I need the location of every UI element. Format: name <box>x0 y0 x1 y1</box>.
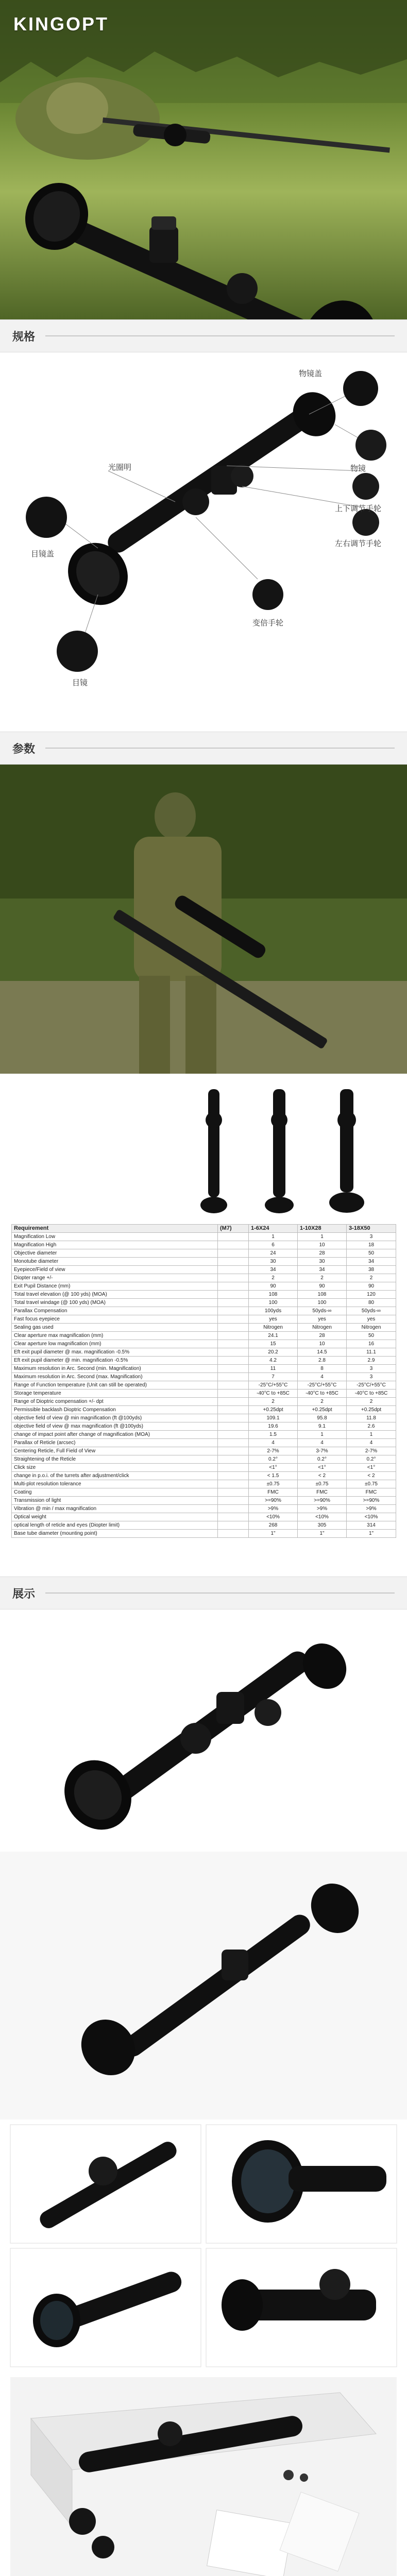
spec-value-cell <box>218 1464 249 1472</box>
spec-value-cell: >=90% <box>249 1497 298 1505</box>
section-bar-specs <box>0 732 407 765</box>
column-header: 3-18X50 <box>347 1225 396 1233</box>
table-row <box>12 1307 396 1315</box>
spec-value-cell <box>218 1497 249 1505</box>
spec-value-cell: 108 <box>298 1291 347 1299</box>
table-row <box>12 1291 396 1299</box>
spec-name-cell: Magnification High <box>12 1241 218 1249</box>
spec-value-cell: 24.1 <box>249 1332 298 1340</box>
spec-value-cell: -25°C/+55°C <box>249 1381 298 1389</box>
spec-value-cell: 1 <box>249 1233 298 1241</box>
table-row <box>12 1282 396 1291</box>
table-row <box>12 1505 396 1513</box>
spec-value-cell: >9% <box>347 1505 396 1513</box>
spec-value-cell: 2.6 <box>347 1422 396 1431</box>
spec-value-cell: FMC <box>298 1488 347 1497</box>
spec-value-cell: 2 <box>347 1274 396 1282</box>
spec-value-cell <box>218 1439 249 1447</box>
spec-value-cell: < 2 <box>298 1472 347 1480</box>
table-row <box>12 1299 396 1307</box>
spec-value-cell <box>218 1357 249 1365</box>
scope-models-illustration <box>0 1074 407 1218</box>
spec-name-cell: Transmission of light <box>12 1497 218 1505</box>
spec-name-cell: change of impact point after change of magnification (MOA) <box>12 1431 218 1439</box>
part-label-illumination: 光圈明 <box>108 463 132 472</box>
spec-value-cell <box>218 1266 249 1274</box>
table-row <box>12 1431 396 1439</box>
spec-value-cell: 268 <box>249 1521 298 1530</box>
spec-value-cell: yes <box>249 1315 298 1324</box>
spec-value-cell <box>218 1530 249 1538</box>
specs-table-container <box>0 1218 407 1577</box>
spec-value-cell: 4 <box>347 1439 396 1447</box>
table-row <box>12 1447 396 1455</box>
spec-name-cell: Range of Function temperature (Unit can still be operated) <box>12 1381 218 1389</box>
spec-name-cell: Optical weight <box>12 1513 218 1521</box>
spec-name-cell: Maximum resolution in Arc. Second (min. Magnification) <box>12 1365 218 1373</box>
spec-value-cell: 2 <box>298 1274 347 1282</box>
divider <box>45 335 395 336</box>
table-row <box>12 1249 396 1258</box>
spec-value-cell: 314 <box>347 1521 396 1530</box>
spec-value-cell <box>218 1431 249 1439</box>
spec-value-cell <box>218 1447 249 1455</box>
spec-value-cell: <10% <box>298 1513 347 1521</box>
section-title: 规格 <box>12 330 36 343</box>
table-row <box>12 1414 396 1422</box>
spec-value-cell: +0.25dpt <box>249 1406 298 1414</box>
spec-value-cell: 2 <box>298 1398 347 1406</box>
section-title: 展示 <box>12 1587 36 1600</box>
scope-angle-illustration <box>0 1609 407 1852</box>
package-contents-photo <box>0 2372 407 2576</box>
package-illustration <box>0 2372 407 2576</box>
spec-value-cell: 34 <box>298 1266 347 1274</box>
spec-value-cell: 28 <box>298 1249 347 1258</box>
spec-value-cell: FMC <box>249 1488 298 1497</box>
spec-name-cell: Straightening of the Reticle <box>12 1455 218 1464</box>
spec-value-cell: 4 <box>249 1439 298 1447</box>
spec-value-cell: 0.2° <box>347 1455 396 1464</box>
divider <box>45 748 395 749</box>
part-label-elevation-turret: 上下调节手轮 <box>335 504 382 513</box>
spec-value-cell: 15 <box>249 1340 298 1348</box>
spec-value-cell <box>218 1373 249 1381</box>
spec-value-cell: 7 <box>249 1373 298 1381</box>
spec-name-cell: Diopter range +/- <box>12 1274 218 1282</box>
column-header: Requirement <box>12 1225 218 1233</box>
spec-value-cell: 1 <box>298 1431 347 1439</box>
spec-name-cell: Monotube diameter <box>12 1258 218 1266</box>
table-row <box>12 1406 396 1414</box>
table-row <box>12 1472 396 1480</box>
spec-value-cell <box>218 1398 249 1406</box>
spec-value-cell: 95.8 <box>298 1414 347 1422</box>
column-header: 1-10X28 <box>298 1225 347 1233</box>
spec-value-cell: ±0.75 <box>298 1480 347 1488</box>
spec-name-cell: Magnification Low <box>12 1233 218 1241</box>
spec-value-cell <box>218 1480 249 1488</box>
spec-value-cell: 90 <box>298 1282 347 1291</box>
spec-value-cell: 1" <box>249 1530 298 1538</box>
scope-side-illustration <box>0 1852 407 2120</box>
spec-value-cell: 1 <box>347 1431 396 1439</box>
spec-value-cell: 1" <box>347 1530 396 1538</box>
table-row <box>12 1513 396 1521</box>
spec-value-cell <box>218 1365 249 1373</box>
table-row <box>12 1365 396 1373</box>
spec-value-cell: 2 <box>249 1274 298 1282</box>
spec-value-cell <box>218 1282 249 1291</box>
spec-value-cell: 2-7% <box>249 1447 298 1455</box>
spec-value-cell: <1° <box>298 1464 347 1472</box>
spec-value-cell: < 2 <box>347 1472 396 1480</box>
spec-value-cell: >9% <box>298 1505 347 1513</box>
table-row <box>12 1439 396 1447</box>
spec-value-cell: 30 <box>249 1258 298 1266</box>
parts-diagram <box>0 352 407 732</box>
spec-value-cell: ±0.75 <box>347 1480 396 1488</box>
specs-table-body <box>12 1233 396 1538</box>
spec-value-cell: -25°C/+55°C <box>347 1381 396 1389</box>
table-row <box>12 1530 396 1538</box>
spec-value-cell: 8 <box>298 1365 347 1373</box>
table-row <box>12 1233 396 1241</box>
table-row <box>12 1373 396 1381</box>
spec-value-cell: 3 <box>347 1373 396 1381</box>
table-row <box>12 1357 396 1365</box>
spec-value-cell: 18 <box>347 1241 396 1249</box>
table-row <box>12 1332 396 1340</box>
table-row <box>12 1521 396 1530</box>
part-label-windage-turret: 左右调节手轮 <box>335 539 382 548</box>
spec-name-cell: Vibration @ min / max magnification <box>12 1505 218 1513</box>
spec-value-cell: Nitrogen <box>298 1324 347 1332</box>
spec-value-cell: 0.2° <box>298 1455 347 1464</box>
spec-value-cell: 100 <box>298 1299 347 1307</box>
spec-value-cell: 2 <box>249 1398 298 1406</box>
hero-scope <box>14 173 392 319</box>
spec-value-cell <box>218 1249 249 1258</box>
spec-name-cell: Parallax of Reticle (arcsec) <box>12 1439 218 1447</box>
spec-value-cell: 6 <box>249 1241 298 1249</box>
showcase-detail-grid <box>0 2120 407 2372</box>
table-row <box>12 1266 396 1274</box>
spec-name-cell: Total travel elevation (@ 100 yds) (MOA) <box>12 1291 218 1299</box>
table-row <box>12 1497 396 1505</box>
spec-name-cell: Eyepiece/Field of view <box>12 1266 218 1274</box>
spec-name-cell: Exit Pupil Distance (mm) <box>12 1282 218 1291</box>
specs-table <box>11 1224 396 1538</box>
section-title: 参数 <box>12 742 36 755</box>
spec-value-cell: 2.9 <box>347 1357 396 1365</box>
spec-value-cell: 10 <box>298 1340 347 1348</box>
table-row <box>12 1488 396 1497</box>
spec-value-cell: <10% <box>249 1513 298 1521</box>
table-row <box>12 1455 396 1464</box>
spec-value-cell <box>218 1258 249 1266</box>
spec-value-cell: >=90% <box>347 1497 396 1505</box>
spec-value-cell: 2-7% <box>347 1447 396 1455</box>
spec-value-cell: <1° <box>347 1464 396 1472</box>
spec-name-cell: Coating <box>12 1488 218 1497</box>
table-row <box>12 1340 396 1348</box>
spec-value-cell: 34 <box>347 1258 396 1266</box>
spec-name-cell: Click size <box>12 1464 218 1472</box>
part-label-objective-cap: 物镜盖 <box>299 369 323 378</box>
spec-value-cell <box>218 1315 249 1324</box>
spec-name-cell: Sealing gas used <box>12 1324 218 1332</box>
spec-name-cell: objective field of view @ min magnification (ft @100yds) <box>12 1414 218 1422</box>
table-row <box>12 1464 396 1472</box>
spec-value-cell: FMC <box>347 1488 396 1497</box>
table-row <box>12 1422 396 1431</box>
spec-value-cell <box>218 1274 249 1282</box>
spec-value-cell: 100 <box>249 1299 298 1307</box>
spec-value-cell: 3-7% <box>298 1447 347 1455</box>
spec-value-cell <box>218 1389 249 1398</box>
spec-value-cell: 109.1 <box>249 1414 298 1422</box>
table-row <box>12 1348 396 1357</box>
part-label-eyepiece-cap: 目镜盖 <box>31 550 55 558</box>
part-label-magnification-ring: 变倍手轮 <box>252 619 284 628</box>
spec-value-cell: 4 <box>298 1439 347 1447</box>
showcase-photo-2 <box>0 1852 407 2120</box>
spec-name-cell: Fast focus eyepiece <box>12 1315 218 1324</box>
hero-banner <box>0 0 407 319</box>
scope-details-illustration <box>0 2120 407 2372</box>
spec-value-cell: 11.1 <box>347 1348 396 1357</box>
spec-name-cell: Total travel windage (@ 100 yds) (MOA) <box>12 1299 218 1307</box>
spec-name-cell: Eft exit pupil diameter @ max. magnification -0.5% <box>12 1348 218 1357</box>
spec-value-cell <box>218 1241 249 1249</box>
spec-name-cell: Permissible backlash Dioptric Compensation <box>12 1406 218 1414</box>
brand-logo: KINGOPT <box>13 13 109 35</box>
spec-value-cell <box>218 1299 249 1307</box>
spec-value-cell: 11.8 <box>347 1414 396 1422</box>
scope-models-lineup <box>0 1074 407 1218</box>
spec-value-cell: 14.5 <box>298 1348 347 1357</box>
spec-value-cell: -40°C to +85C <box>249 1389 298 1398</box>
table-row <box>12 1324 396 1332</box>
table-header-row <box>12 1225 396 1233</box>
spec-value-cell: 2.8 <box>298 1357 347 1365</box>
spec-value-cell: yes <box>347 1315 396 1324</box>
spec-value-cell: 9.1 <box>298 1422 347 1431</box>
spec-value-cell: 4 <box>298 1373 347 1381</box>
hero-illustration <box>0 0 407 319</box>
spec-value-cell: 3 <box>347 1365 396 1373</box>
spec-name-cell: Centering Reticle, Full Field of View <box>12 1447 218 1455</box>
spec-value-cell: 4.2 <box>249 1357 298 1365</box>
spec-value-cell: 305 <box>298 1521 347 1530</box>
spec-value-cell: 38 <box>347 1266 396 1274</box>
spec-value-cell <box>218 1455 249 1464</box>
spec-value-cell: -25°C/+55°C <box>298 1381 347 1389</box>
spec-value-cell: 50 <box>347 1249 396 1258</box>
spec-value-cell <box>218 1513 249 1521</box>
spec-value-cell: +0.25dpt <box>347 1406 396 1414</box>
spec-name-cell: Multi-plot resolution tolerance <box>12 1480 218 1488</box>
column-header: (M7) <box>218 1225 249 1233</box>
spec-name-cell: Clear aperture max magnification (mm) <box>12 1332 218 1340</box>
spec-value-cell: 80 <box>347 1299 396 1307</box>
spec-value-cell: <1° <box>249 1464 298 1472</box>
spec-name-cell: optical length of reticle and eyes (Diopter limit) <box>12 1521 218 1530</box>
spec-value-cell: 1.5 <box>249 1431 298 1439</box>
spec-value-cell <box>218 1381 249 1389</box>
spec-value-cell: 16 <box>347 1340 396 1348</box>
soldier-illustration <box>0 765 407 1074</box>
spec-value-cell: >=90% <box>298 1497 347 1505</box>
spec-value-cell: yes <box>298 1315 347 1324</box>
spec-value-cell: 50yds-∞ <box>298 1307 347 1315</box>
spec-value-cell: Nitrogen <box>249 1324 298 1332</box>
spec-name-cell: objective field of view @ max magnification (ft @100yds) <box>12 1422 218 1431</box>
spec-value-cell <box>218 1340 249 1348</box>
table-row <box>12 1389 396 1398</box>
spec-value-cell: 30 <box>298 1258 347 1266</box>
spec-name-cell: Objective diameter <box>12 1249 218 1258</box>
spec-value-cell <box>218 1488 249 1497</box>
spec-value-cell: 1" <box>298 1530 347 1538</box>
spec-value-cell: < 1.5 <box>249 1472 298 1480</box>
spec-value-cell: 20.2 <box>249 1348 298 1357</box>
spec-name-cell: Clear aperture low magnification (mm) <box>12 1340 218 1348</box>
column-header: 1-6X24 <box>249 1225 298 1233</box>
spec-value-cell <box>218 1472 249 1480</box>
table-row <box>12 1480 396 1488</box>
spec-value-cell: Nitrogen <box>347 1324 396 1332</box>
divider <box>45 1592 395 1594</box>
soldier-photo <box>0 765 407 1074</box>
spec-value-cell: 19.6 <box>249 1422 298 1431</box>
spec-name-cell: change in p.o.i. of the turrets after adjustment/click <box>12 1472 218 1480</box>
table-row <box>12 1241 396 1249</box>
table-row <box>12 1381 396 1389</box>
spec-value-cell <box>218 1324 249 1332</box>
spec-value-cell: 0.2° <box>249 1455 298 1464</box>
spec-name-cell: Range of Dioptric compensation +/- dpt <box>12 1398 218 1406</box>
spec-value-cell: >9% <box>249 1505 298 1513</box>
table-row <box>12 1258 396 1266</box>
spec-value-cell: 90 <box>347 1282 396 1291</box>
spec-value-cell: +0.25dpt <box>298 1406 347 1414</box>
spec-value-cell: 2 <box>347 1398 396 1406</box>
spec-value-cell <box>218 1291 249 1299</box>
table-row <box>12 1315 396 1324</box>
spec-value-cell <box>218 1406 249 1414</box>
spec-value-cell: <10% <box>347 1513 396 1521</box>
spec-value-cell <box>218 1348 249 1357</box>
spec-name-cell: Parallax Compensation <box>12 1307 218 1315</box>
spec-value-cell: 108 <box>249 1291 298 1299</box>
spec-value-cell <box>218 1307 249 1315</box>
spec-value-cell: ±0.75 <box>249 1480 298 1488</box>
table-row <box>12 1398 396 1406</box>
spec-value-cell: 50 <box>347 1332 396 1340</box>
spec-value-cell <box>218 1332 249 1340</box>
showcase-photo-1 <box>0 1609 407 1852</box>
spec-value-cell: 3 <box>347 1233 396 1241</box>
spec-value-cell <box>218 1414 249 1422</box>
section-bar-parts <box>0 319 407 352</box>
spec-name-cell: Maximum resolution in Arc. Second (max. Magnification) <box>12 1373 218 1381</box>
spec-value-cell: 90 <box>249 1282 298 1291</box>
spec-value-cell <box>218 1422 249 1431</box>
spec-name-cell: Storage temperature <box>12 1389 218 1398</box>
spec-name-cell: Eft exit pupil diameter @ min. magnification -0.5% <box>12 1357 218 1365</box>
part-label-objective: 物镜 <box>350 464 366 473</box>
spec-value-cell: 24 <box>249 1249 298 1258</box>
spec-value-cell: 11 <box>249 1365 298 1373</box>
spec-value-cell: 100yds <box>249 1307 298 1315</box>
spec-value-cell: 28 <box>298 1332 347 1340</box>
spec-name-cell: Base tube diameter (mounting point) <box>12 1530 218 1538</box>
spec-value-cell <box>218 1233 249 1241</box>
spec-value-cell: -40°C to +85C <box>298 1389 347 1398</box>
spec-value-cell: -40°C to +85C <box>347 1389 396 1398</box>
part-label-eyepiece: 目镜 <box>72 679 88 687</box>
spec-value-cell: 50yds-∞ <box>347 1307 396 1315</box>
spec-value-cell <box>218 1521 249 1530</box>
section-bar-showcase <box>0 1577 407 1609</box>
table-row <box>12 1274 396 1282</box>
spec-value-cell <box>218 1505 249 1513</box>
spec-value-cell: 10 <box>298 1241 347 1249</box>
spec-value-cell: 120 <box>347 1291 396 1299</box>
spec-value-cell: 1 <box>298 1233 347 1241</box>
spec-value-cell: 34 <box>249 1266 298 1274</box>
